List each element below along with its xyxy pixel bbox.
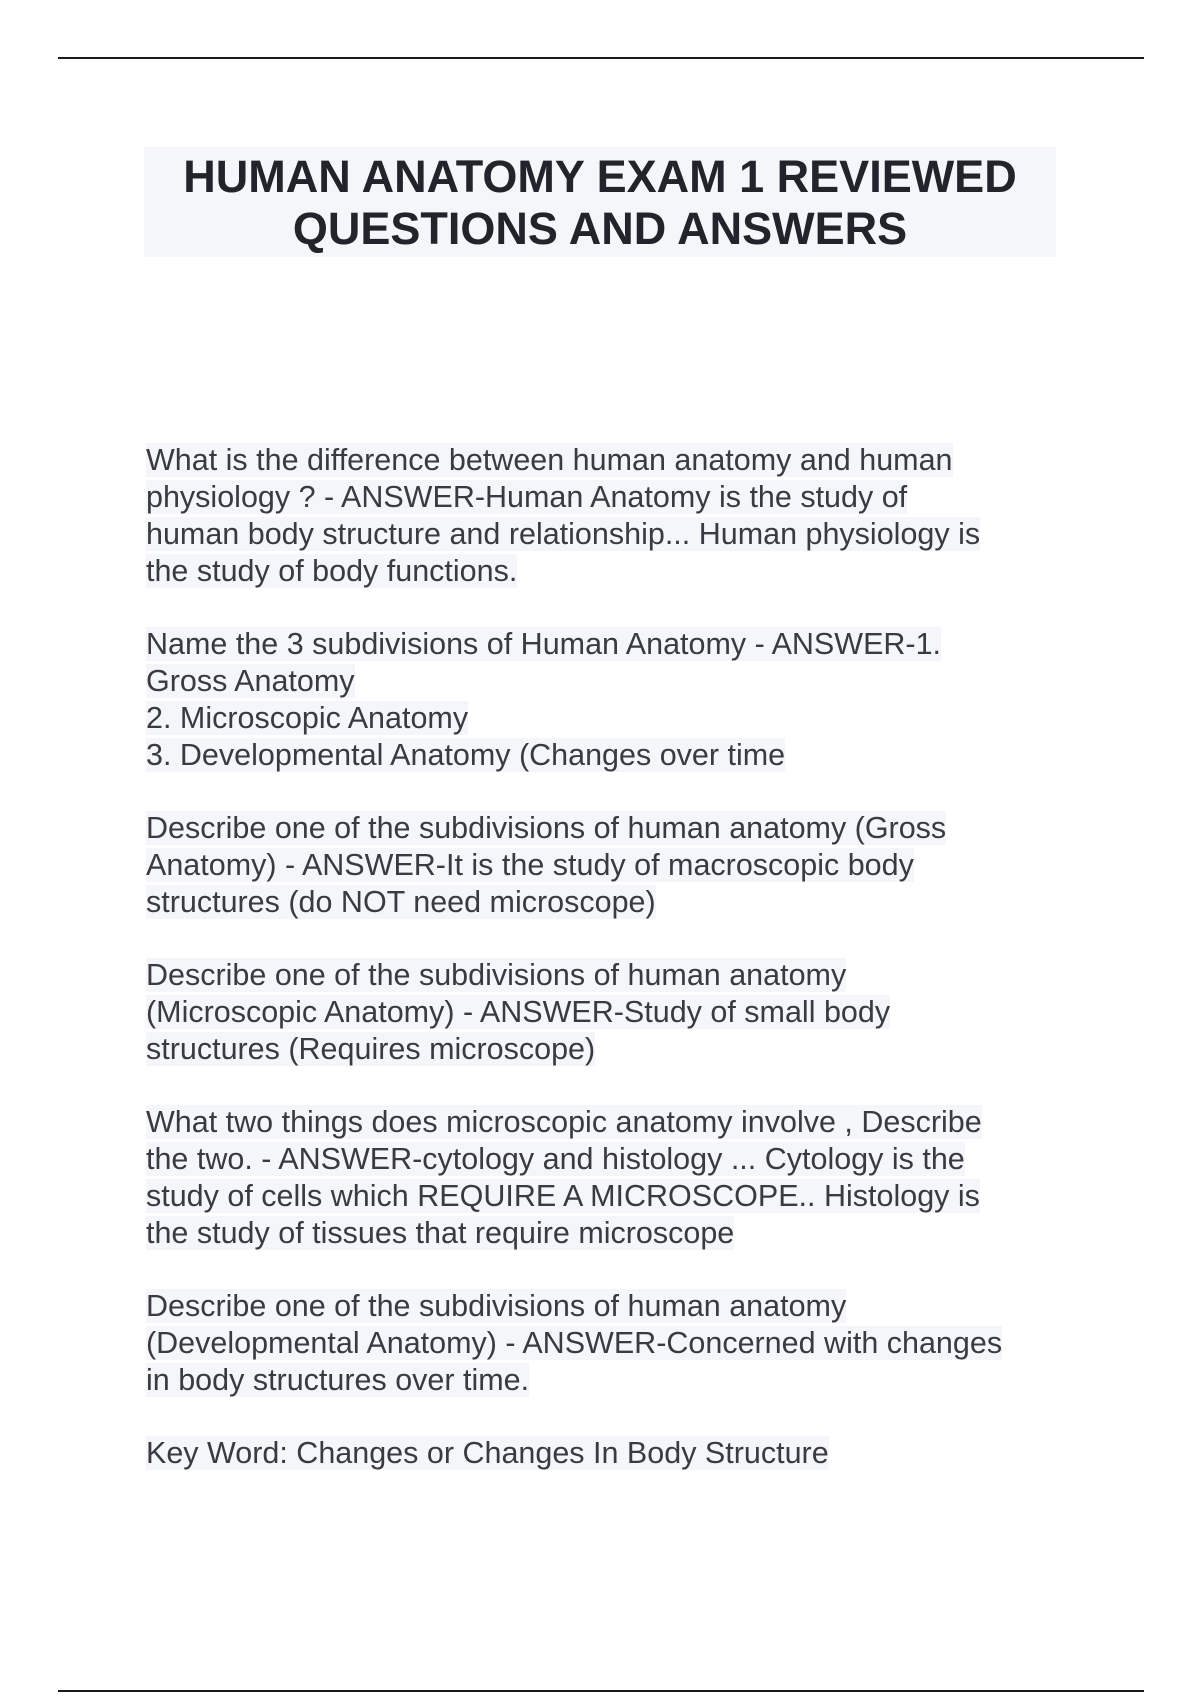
- footer-rule: [58, 1690, 1144, 1692]
- qa-line: 3. Developmental Anatomy (Changes over time: [146, 738, 786, 772]
- qa-line: physiology ? - ANSWER-Human Anatomy is the study of: [146, 480, 908, 514]
- qa-line: (Microscopic Anatomy) - ANSWER-Study of small body: [146, 995, 891, 1029]
- qa-line: What is the difference between human anatomy and human: [146, 443, 953, 477]
- document-title: [144, 147, 1056, 257]
- qa-line: the study of body functions.: [146, 554, 518, 588]
- qa-line: study of cells which REQUIRE A MICROSCOPE.. Histology is: [146, 1179, 980, 1213]
- qa-line: the study of tissues that require microscope: [146, 1216, 735, 1250]
- qa-item: [146, 626, 1066, 774]
- qa-line: 2. Microscopic Anatomy: [146, 701, 469, 735]
- qa-item: [146, 442, 1066, 590]
- qa-line: in body structures over time.: [146, 1363, 530, 1397]
- title-line: QUESTIONS AND ANSWERS: [292, 203, 908, 254]
- qa-line: structures (Requires microscope): [146, 1032, 596, 1066]
- qa-line: Key Word: Changes or Changes In Body Structure: [146, 1436, 829, 1470]
- qa-line: Name the 3 subdivisions of Human Anatomy - ANSWER-1.: [146, 627, 942, 661]
- qa-line: human body structure and relationship... Human physiology is: [146, 517, 981, 551]
- qa-line: Describe one of the subdivisions of human anatomy (Gross: [146, 811, 947, 845]
- qa-item: [146, 810, 1066, 921]
- qa-list: [146, 442, 1066, 1508]
- qa-item: [146, 1104, 1066, 1252]
- qa-item: [146, 1288, 1066, 1399]
- qa-line: structures (do NOT need microscope): [146, 885, 656, 919]
- qa-line: (Developmental Anatomy) - ANSWER-Concerned with changes: [146, 1326, 1003, 1360]
- qa-line: What two things does microscopic anatomy involve , Describe: [146, 1105, 982, 1139]
- qa-line: the two. - ANSWER-cytology and histology ... Cytology is the: [146, 1142, 965, 1176]
- qa-item: [146, 957, 1066, 1068]
- title-line: HUMAN ANATOMY EXAM 1 REVIEWED: [183, 151, 1017, 202]
- qa-line: Describe one of the subdivisions of human anatomy: [146, 1289, 847, 1323]
- qa-line: Gross Anatomy: [146, 664, 355, 698]
- qa-line: Describe one of the subdivisions of human anatomy: [146, 958, 847, 992]
- qa-item: [146, 1435, 1066, 1472]
- header-rule: [58, 57, 1144, 59]
- qa-line: Anatomy) - ANSWER-It is the study of macroscopic body: [146, 848, 914, 882]
